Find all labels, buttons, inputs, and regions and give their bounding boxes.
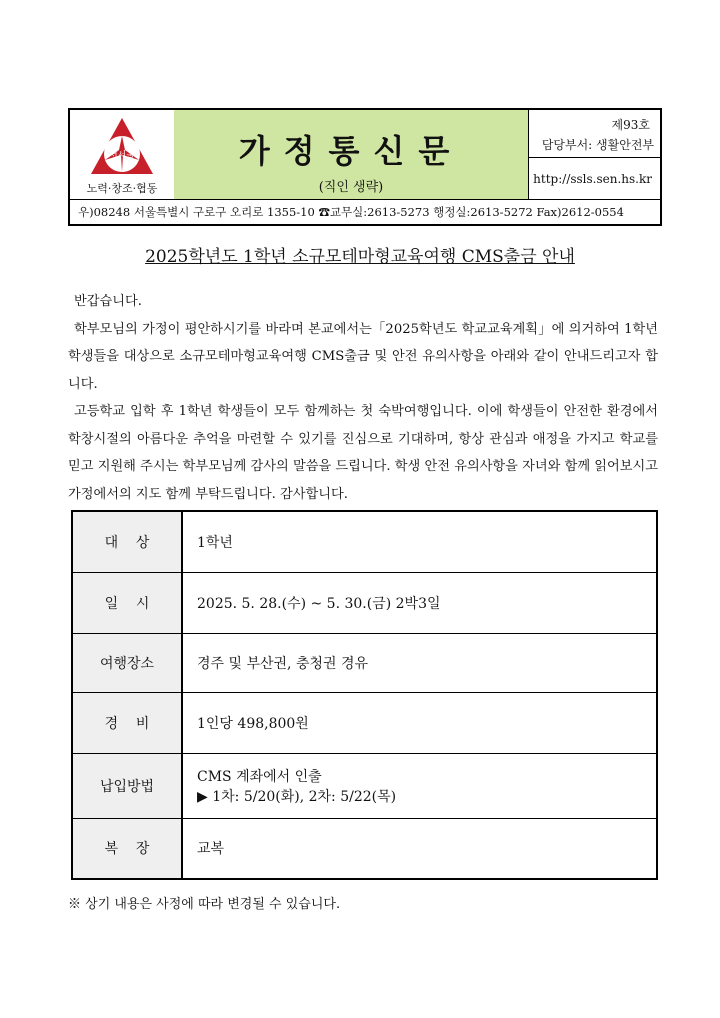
row-label: 경 비 bbox=[72, 692, 182, 753]
school-motto: 노력·창조·협동 bbox=[86, 182, 158, 195]
row-value bbox=[182, 753, 657, 818]
school-logo-cell bbox=[70, 110, 175, 199]
table-row bbox=[72, 753, 657, 818]
school-logo-icon bbox=[87, 116, 157, 180]
table-row bbox=[72, 818, 657, 879]
row-label: 일 시 bbox=[72, 572, 182, 633]
row-value: 1인당 498,800원 bbox=[182, 692, 657, 753]
row-label: 복 장 bbox=[72, 818, 182, 879]
school-url: http://ssls.sen.hs.kr bbox=[533, 172, 652, 186]
paragraph-1: 학부모님의 가정이 평안하시기를 바라며 본교에서는「2025학년도 학교교육계획」에 의거하여 1학년 학생들을 대상으로 소규모테마형교육여행 CMS출금 및 안전 유의사항을 아래와 같이 안내드리고자 합니다. bbox=[68, 321, 658, 392]
title-cell bbox=[174, 110, 529, 199]
seal-omitted-note: (직인 생략) bbox=[318, 180, 384, 195]
greeting: 반갑습니다. bbox=[74, 294, 142, 309]
divider bbox=[528, 157, 660, 158]
row-label: 여행장소 bbox=[72, 633, 182, 692]
trip-info-table bbox=[71, 510, 658, 880]
payment-method: CMS 계좌에서 인출 bbox=[197, 768, 322, 785]
issue-number: 제93호 bbox=[611, 118, 650, 132]
table-row bbox=[72, 511, 657, 572]
table-row bbox=[72, 692, 657, 753]
row-label: 납입방법 bbox=[72, 753, 182, 818]
payment-dates: ▶ 1차: 5/20(화), 2차: 5/22(목) bbox=[197, 788, 397, 805]
letter-header bbox=[68, 108, 662, 226]
row-value: 교복 bbox=[182, 818, 657, 879]
row-value: 경주 및 부산권, 충청권 경유 bbox=[182, 633, 657, 692]
row-value: 2025. 5. 28.(수) ~ 5. 30.(금) 2박3일 bbox=[182, 572, 657, 633]
notice-title: 2025학년도 1학년 소규모테마형교육여행 CMS출금 안내 bbox=[145, 247, 575, 267]
page-title: 가정통신문 bbox=[238, 132, 464, 170]
issue-info-cell bbox=[528, 110, 660, 199]
table-row bbox=[72, 572, 657, 633]
logo-text: 서서울 bbox=[108, 151, 136, 161]
row-value: 1학년 bbox=[182, 511, 657, 572]
table-row bbox=[72, 633, 657, 692]
address-line: 우)08248 서울특별시 구로구 오리로 1355-10 ☎교무실:2613-5273 행정실:2613-5272 Fax)2612-0554 bbox=[70, 199, 660, 224]
row-label: 대 상 bbox=[72, 511, 182, 572]
paragraph-2: 고등학교 입학 후 1학년 학생들이 모두 함께하는 첫 숙박여행입니다. 이에 학생들이 안전한 환경에서 학창시절의 아름다운 추억을 마련할 수 있기를 진심으로 기대하며, 항상 관심과 애정을 가지고 학교를 믿고 지원해 주시는 학부모님께 감사의 말씀을 드립니다. 학생 안전 유의사항을 자녀와 함께 읽어보시고 가정에서의 지도 함께 부탁드립니다. 감사합니다. bbox=[68, 404, 658, 502]
footnote: ※ 상기 내용은 사정에 따라 변경될 수 있습니다. bbox=[68, 897, 341, 912]
letter-body bbox=[68, 288, 658, 508]
department: 담당부서: 생활안전부 bbox=[541, 138, 654, 152]
